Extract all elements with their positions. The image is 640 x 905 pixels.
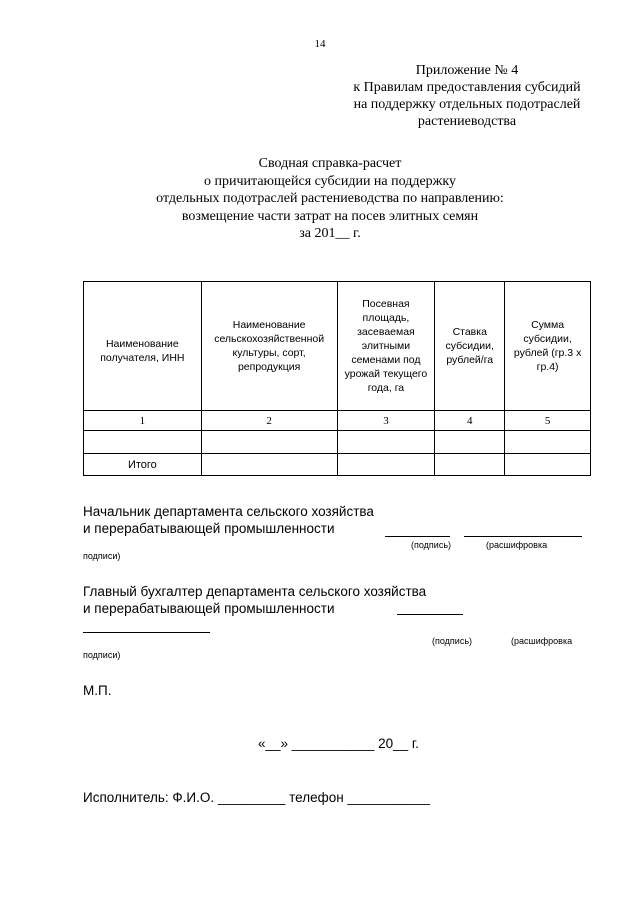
signature-line[interactable] [385,536,450,537]
subsidy-table [83,281,591,476]
executor-line: Исполнитель: Ф.И.О. _________ телефон ___________ [83,790,431,805]
table-header-row [84,282,591,411]
caption-decode-cont: подписи) [83,551,121,561]
title-line-4: возмещение части затрат на посев элитных семян [181,208,479,224]
table-cell[interactable] [201,454,337,476]
column-number: 1 [84,411,202,431]
caption-decode: (расшифровка [486,540,548,550]
caption-decode: (расшифровка [511,636,573,646]
column-number: 5 [505,411,591,431]
appendix-line-2: к Правилам предоставления субсидий [353,80,581,95]
document-title [120,155,540,243]
decode-line[interactable] [83,632,210,633]
total-label: Итого [84,454,202,476]
table-cell[interactable] [201,431,337,454]
header-area: Посевная площадь, засеваемая элитными семенами под урожай текущего года, га [337,282,435,411]
title-line-5: за 201__ г. [299,226,361,241]
column-number: 4 [435,411,505,431]
appendix-line-1: Приложение № 4 [415,63,519,78]
header-recipient: Наименование получателя, ИНН [84,282,202,411]
accountant-title-line-2: и перерабатывающей промышленности [83,601,335,616]
title-line-2: о причитающейся субсидии на поддержку [204,173,456,189]
page-number: 14 [314,38,326,50]
header-sum: Сумма субсидии, рублей (гр.3 х гр.4) [505,282,591,411]
column-number: 2 [201,411,337,431]
header-crop: Наименование сельскохозяйственной культуры, сорт, репродукция [201,282,337,411]
appendix-line-3: на поддержку отдельных подотраслей [353,97,581,112]
table-cell[interactable] [505,454,591,476]
caption-signature: (подпись) [411,540,452,550]
table-cell[interactable] [435,431,505,454]
table-row [84,431,591,454]
head-title-line-1: Начальник департамента сельского хозяйства [83,504,374,519]
column-number: 3 [337,411,435,431]
accountant-title-line-1: Главный бухгалтер департамента сельского хозяйства [83,584,427,599]
table-cell[interactable] [337,454,435,476]
table-number-row [84,411,591,431]
table-cell[interactable] [337,431,435,454]
signature-line[interactable] [397,614,463,615]
head-title-line-2: и перерабатывающей промышленности [83,521,335,536]
table-cell[interactable] [435,454,505,476]
header-rate: Ставка субсидии, рублей/га [435,282,505,411]
appendix-line-4: растениеводства [417,114,517,129]
title-line-1: Сводная справка-расчет [258,156,402,171]
caption-decode-cont: подписи) [83,650,121,660]
table-cell[interactable] [505,431,591,454]
appendix-header [330,62,604,130]
date-line: «__» ___________ 20__ г. [258,736,419,751]
title-line-3: отдельных подотраслей растениеводства по направлению: [156,191,504,206]
caption-signature: (подпись) [432,636,473,646]
stamp-place: М.П. [83,683,112,698]
table-total-row [84,454,591,476]
decode-line[interactable] [464,536,582,537]
table-cell[interactable] [84,431,202,454]
